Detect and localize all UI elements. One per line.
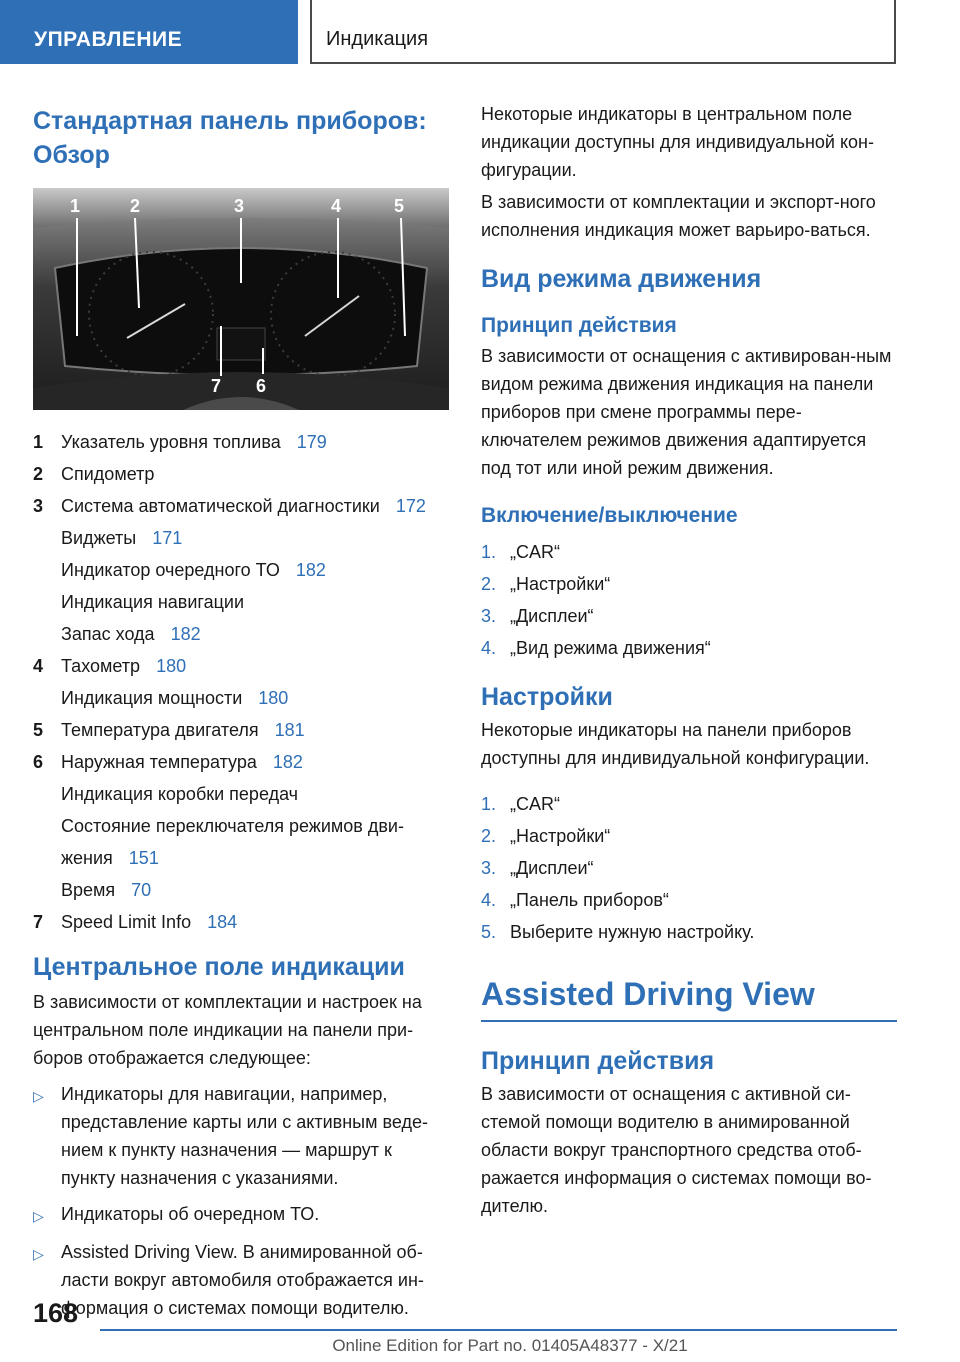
settings-title: Настройки bbox=[481, 683, 613, 711]
footer-divider bbox=[100, 1329, 897, 1331]
legend-item-text bbox=[61, 682, 449, 714]
section-tab[interactable]: УПРАВЛЕНИЕ bbox=[0, 0, 298, 64]
legend-item-label: жения bbox=[61, 848, 113, 868]
on-off-title: Включение/выключение bbox=[481, 504, 738, 527]
legend-item bbox=[33, 490, 449, 522]
legend-item-number: 7 bbox=[33, 912, 44, 932]
step-item bbox=[481, 916, 897, 948]
legend-item-label: Система автоматической диагностики bbox=[61, 496, 380, 516]
legend-item-text bbox=[61, 874, 449, 906]
step-number: 3. bbox=[481, 858, 497, 878]
legend-item bbox=[33, 554, 449, 586]
legend-item bbox=[33, 618, 449, 650]
triangle-bullet-icon: ▷ bbox=[33, 1088, 44, 1104]
legend-item-text bbox=[61, 586, 449, 618]
legend-item-label: Тахометр bbox=[61, 656, 141, 676]
page-reference-link[interactable]: 181 bbox=[274, 720, 305, 740]
right-column bbox=[481, 104, 897, 1220]
legend-item-label: Наружная температура bbox=[61, 752, 257, 772]
bullet-item bbox=[33, 1200, 449, 1230]
step-number: 3. bbox=[481, 606, 497, 626]
callout-4: 4 bbox=[331, 196, 342, 216]
legend-item-number bbox=[33, 842, 61, 874]
settings-steps bbox=[481, 788, 897, 948]
step-item bbox=[481, 788, 897, 820]
legend-item-text bbox=[61, 746, 449, 778]
step-text: „CAR“ bbox=[510, 794, 560, 814]
legend-item-text bbox=[61, 714, 449, 746]
legend-item-label: Спидометр bbox=[61, 464, 155, 484]
legend-item-number bbox=[33, 874, 61, 906]
page-reference-link[interactable]: 180 bbox=[156, 656, 187, 676]
adv-principle-title: Принцип действия bbox=[481, 1047, 715, 1075]
legend-item bbox=[33, 778, 449, 810]
settings-text: Некоторые индикаторы на панели приборов доступны для индивидуальной конфигурации. bbox=[481, 720, 870, 768]
callout-7: 7 bbox=[211, 376, 222, 396]
step-item bbox=[481, 632, 897, 664]
legend-item-number bbox=[33, 682, 61, 714]
step-text: „CAR“ bbox=[510, 542, 560, 562]
instrument-cluster-drawing bbox=[33, 188, 449, 410]
legend-item bbox=[33, 746, 449, 778]
bullet-text: Индикаторы для навигации, например, представление карты или с активным веде-нием к пункту назначения — маршрут к пункту назначения с указаниями. bbox=[61, 1084, 428, 1188]
legend-item-number bbox=[33, 522, 61, 554]
left-column bbox=[33, 104, 449, 1330]
bullet-text: Assisted Driving View. В анимированной об-ласти вокруг автомобиля отображается ин-формация о системах помощи водителю. bbox=[61, 1242, 424, 1318]
legend-item bbox=[33, 842, 449, 874]
step-item bbox=[481, 568, 897, 600]
triangle-bullet-icon: ▷ bbox=[33, 1246, 44, 1262]
legend-item-number bbox=[33, 586, 61, 618]
assisted-driving-view-title: Assisted Driving View bbox=[481, 974, 897, 1022]
page-reference-link[interactable]: 182 bbox=[295, 560, 326, 580]
legend-item bbox=[33, 874, 449, 906]
central-field-bullets bbox=[33, 1080, 449, 1322]
legend-item-label: Указатель уровня топлива bbox=[61, 432, 281, 452]
legend-item-number: 5 bbox=[33, 720, 44, 740]
legend-item-number: 3 bbox=[33, 496, 44, 516]
step-text: „Дисплеи“ bbox=[510, 858, 594, 878]
legend-list bbox=[33, 426, 449, 938]
step-text: „Панель приборов“ bbox=[510, 890, 669, 910]
legend-item-text bbox=[61, 906, 449, 938]
legend-item-label: Виджеты bbox=[61, 528, 137, 548]
step-number: 5. bbox=[481, 922, 497, 942]
legend-item-number bbox=[33, 810, 61, 842]
legend-item-label: Speed Limit Info bbox=[61, 912, 192, 932]
legend-item bbox=[33, 426, 449, 458]
legend-item-text bbox=[61, 458, 449, 490]
step-number: 2. bbox=[481, 574, 497, 594]
legend-item-text bbox=[61, 778, 449, 810]
step-number: 4. bbox=[481, 890, 497, 910]
legend-item-text bbox=[61, 490, 449, 522]
legend-item-number bbox=[33, 778, 61, 810]
triangle-bullet-icon: ▷ bbox=[33, 1208, 44, 1224]
callout-1: 1 bbox=[70, 196, 81, 216]
legend-item-number bbox=[33, 618, 61, 650]
legend-item-text bbox=[61, 554, 449, 586]
callout-6: 6 bbox=[256, 376, 267, 396]
instrument-cluster-image bbox=[33, 188, 449, 410]
page-reference-link[interactable]: 182 bbox=[170, 624, 201, 644]
callout-2: 2 bbox=[130, 196, 141, 216]
legend-item bbox=[33, 458, 449, 490]
legend-item-number bbox=[33, 554, 61, 586]
bullet-text: Индикаторы об очередном ТО. bbox=[61, 1204, 320, 1224]
legend-item-label: Индикация навигации bbox=[61, 592, 244, 612]
central-field-text: В зависимости от комплектации и настроек на центральном поле индикации на панели при-боров отображается следующее: bbox=[33, 992, 422, 1068]
legend-item bbox=[33, 714, 449, 746]
page-reference-link[interactable]: 180 bbox=[258, 688, 289, 708]
step-number: 1. bbox=[481, 542, 497, 562]
page-reference-link[interactable]: 151 bbox=[128, 848, 159, 868]
page-reference-link[interactable]: 70 bbox=[131, 880, 152, 900]
legend-item-label: Индикатор очередного ТО bbox=[61, 560, 280, 580]
drive-mode-principle-text: В зависимости от оснащения с активирован-ным видом режима движения индикация на панели приборов при смене программы пере-ключателем режимов движения адаптируется под тот или иной режим движения. bbox=[481, 346, 892, 478]
legend-item-label: Состояние переключателя режимов дви- bbox=[61, 816, 404, 836]
overview-title: Стандартная панель приборов: Обзор bbox=[33, 107, 427, 169]
step-item bbox=[481, 536, 897, 568]
legend-item-label: Температура двигателя bbox=[61, 720, 259, 740]
legend-item bbox=[33, 906, 449, 938]
legend-item-text bbox=[61, 650, 449, 682]
intro-paragraph-1: Некоторые индикаторы в центральном поле индикации доступны для индивидуальной кон-фигурации. bbox=[481, 104, 874, 180]
callout-5: 5 bbox=[394, 196, 405, 216]
page-reference-link[interactable]: 184 bbox=[207, 912, 238, 932]
legend-item-text bbox=[61, 522, 449, 554]
page-number: 168 bbox=[33, 1298, 79, 1328]
step-item bbox=[481, 820, 897, 852]
bullet-item bbox=[33, 1238, 449, 1322]
legend-item-label: Индикация мощности bbox=[61, 688, 243, 708]
page-reference-link[interactable]: 179 bbox=[296, 432, 327, 452]
legend-item-number: 2 bbox=[33, 464, 44, 484]
drive-mode-title: Вид режима движения bbox=[481, 265, 762, 293]
intro-paragraph-2: В зависимости от комплектации и экспорт-ного исполнения индикация может варьиро-ваться. bbox=[481, 192, 876, 240]
page-header bbox=[0, 0, 960, 66]
on-off-steps bbox=[481, 536, 897, 664]
legend-item bbox=[33, 586, 449, 618]
legend-item-text bbox=[61, 618, 449, 650]
legend-item-number: 1 bbox=[33, 432, 44, 452]
legend-item-text bbox=[61, 810, 449, 842]
page-reference-link[interactable]: 171 bbox=[152, 528, 183, 548]
legend-item-number: 6 bbox=[33, 752, 44, 772]
legend-item-text bbox=[61, 426, 449, 458]
step-text: Выберите нужную настройку. bbox=[510, 922, 755, 942]
step-number: 1. bbox=[481, 794, 497, 814]
step-number: 2. bbox=[481, 826, 497, 846]
adv-principle-text: В зависимости от оснащения с активной си-стемой помощи водителю в анимированной области вокруг транспортного средства отоб-ражается информация о системах помощи во-дителю. bbox=[481, 1084, 872, 1216]
bullet-item bbox=[33, 1080, 449, 1192]
legend-item-label: Запас хода bbox=[61, 624, 155, 644]
chapter-tab[interactable]: Индикация bbox=[310, 0, 896, 64]
callout-3: 3 bbox=[234, 196, 245, 216]
legend-item bbox=[33, 682, 449, 714]
legend-item-label: Индикация коробки передач bbox=[61, 784, 299, 804]
page-reference-link[interactable]: 172 bbox=[395, 496, 426, 516]
drive-mode-principle-title: Принцип действия bbox=[481, 314, 677, 337]
central-field-title: Центральное поле индикации bbox=[33, 953, 405, 981]
step-text: „Вид режима движения“ bbox=[510, 638, 711, 658]
step-text: „Настройки“ bbox=[510, 826, 611, 846]
step-text: „Настройки“ bbox=[510, 574, 611, 594]
legend-item bbox=[33, 810, 449, 842]
legend-item-number: 4 bbox=[33, 656, 44, 676]
step-item bbox=[481, 884, 897, 916]
step-item bbox=[481, 600, 897, 632]
edition-note: Online Edition for Part no. 01405A48377 - X/21 bbox=[332, 1336, 688, 1355]
page-reference-link[interactable]: 182 bbox=[272, 752, 303, 772]
step-item bbox=[481, 852, 897, 884]
step-number: 4. bbox=[481, 638, 497, 658]
legend-item-text bbox=[61, 842, 449, 874]
legend-item-label: Время bbox=[61, 880, 116, 900]
step-text: „Дисплеи“ bbox=[510, 606, 594, 626]
legend-item bbox=[33, 650, 449, 682]
legend-item bbox=[33, 522, 449, 554]
